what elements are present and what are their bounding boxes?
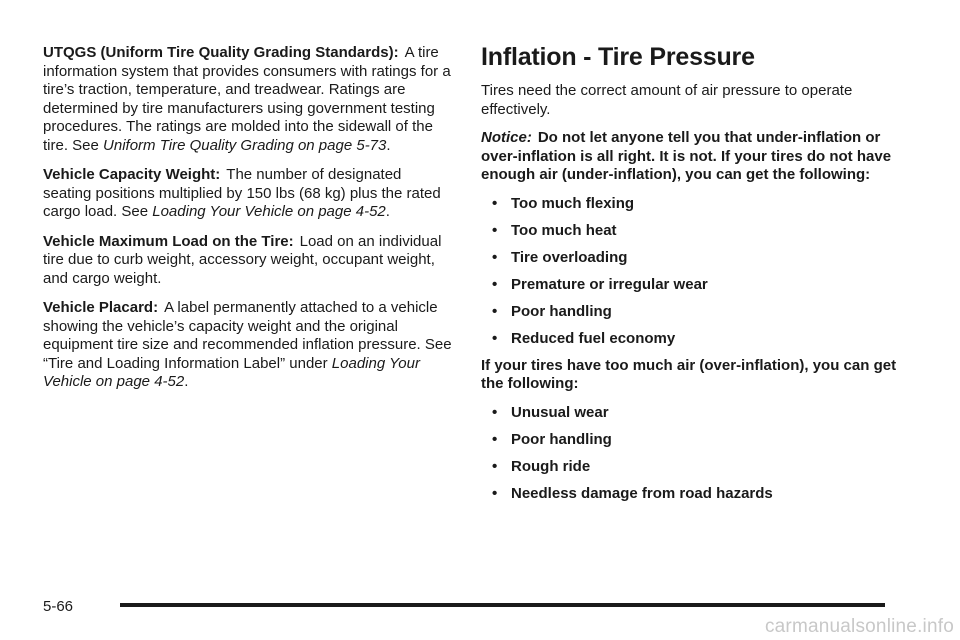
list-item: • Too much heat [492, 221, 617, 239]
bullet-icon: • [492, 248, 498, 266]
list-item: • Poor handling [492, 302, 612, 320]
punctuation: . [386, 136, 391, 154]
over-inflation-intro: If your tires have too much air (over-inflation), you can get the following: [481, 356, 897, 392]
glossary-entry-vehicle-maximum-load [43, 233, 453, 289]
glossary-definition: The number of designated seating positions multiplied by 150 lbs (68 kg) plus the rated cargo load. See [43, 166, 441, 220]
notice-label: Notice: [481, 129, 532, 146]
glossary-term: Vehicle Maximum Load on the Tire: [43, 232, 294, 250]
glossary-entry-utqgs [43, 44, 453, 155]
glossary-term: Vehicle Placard: [43, 299, 159, 316]
glossary-definition: Load on an individual tire due to curb weight, accessory weight, occupant weight, and cargo weight. [43, 232, 442, 287]
list-item: • Unusual wear [492, 403, 609, 421]
cross-reference-link[interactable]: Loading Your Vehicle on page 4-52 [152, 203, 386, 220]
intro-paragraph: Tires need the correct amount of air pressure to operate effectively. [481, 82, 853, 118]
glossary-term: UTQGS (Uniform Tire Quality Grading Standards): [43, 44, 399, 61]
bullet-icon: • [492, 484, 498, 502]
footer-rule [120, 603, 885, 607]
section-title: Inflation - Tire Pressure [481, 43, 755, 71]
notice-paragraph [481, 129, 901, 185]
list-item: • Premature or irregular wear [492, 275, 708, 293]
bullet-icon: • [492, 430, 498, 448]
glossary-entry-vehicle-capacity-weight [43, 166, 453, 222]
notice-text: Do not let anyone tell you that under-inflation or over-inflation is all right. It is not. If your tires do not have enough air (under-inflation), you can get the following: [481, 129, 892, 183]
cross-reference-link[interactable]: Uniform Tire Quality Grading on page 5-73 [103, 136, 387, 154]
bullet-icon: • [492, 221, 498, 239]
glossary-definition: A tire information system that provides consumers with ratings for a tire’s traction, temperature, and treadwear. Ratings are determined by tire manufacturers using government testing procedures. The ratings are molded into the sidewall of the tire. See [43, 44, 451, 154]
bullet-icon: • [492, 275, 498, 293]
list-item: • Tire overloading [492, 248, 628, 266]
list-item: • Reduced fuel economy [492, 329, 676, 347]
punctuation: . [184, 373, 189, 390]
glossary-term: Vehicle Capacity Weight: [43, 166, 221, 183]
bullet-icon: • [492, 457, 498, 475]
bullet-icon: • [492, 403, 498, 421]
cross-reference-link[interactable]: Loading Your Vehicle on page 4-52 [43, 354, 420, 390]
watermark: carmanualsonline.info [764, 616, 954, 637]
left-column [43, 44, 453, 403]
under-inflation-list [481, 195, 901, 349]
bullet-icon: • [492, 194, 498, 212]
list-item: • Poor handling [492, 430, 612, 448]
page-number: 5-66 [43, 598, 74, 615]
over-inflation-list [481, 404, 901, 504]
punctuation: . [385, 203, 390, 220]
glossary-entry-vehicle-placard [43, 299, 453, 392]
list-item: • Too much flexing [492, 194, 635, 212]
bullet-icon: • [492, 302, 498, 320]
list-item: • Rough ride [492, 457, 591, 475]
glossary-definition: A label permanently attached to a vehicle showing the vehicle’s capacity weight and the original equipment tire size and recommended inflation pressure. See “Tire and Loading Information Label” under [43, 299, 452, 372]
list-item: • Needless damage from road hazards [492, 484, 773, 502]
right-column [481, 44, 901, 512]
bullet-icon: • [492, 329, 498, 347]
